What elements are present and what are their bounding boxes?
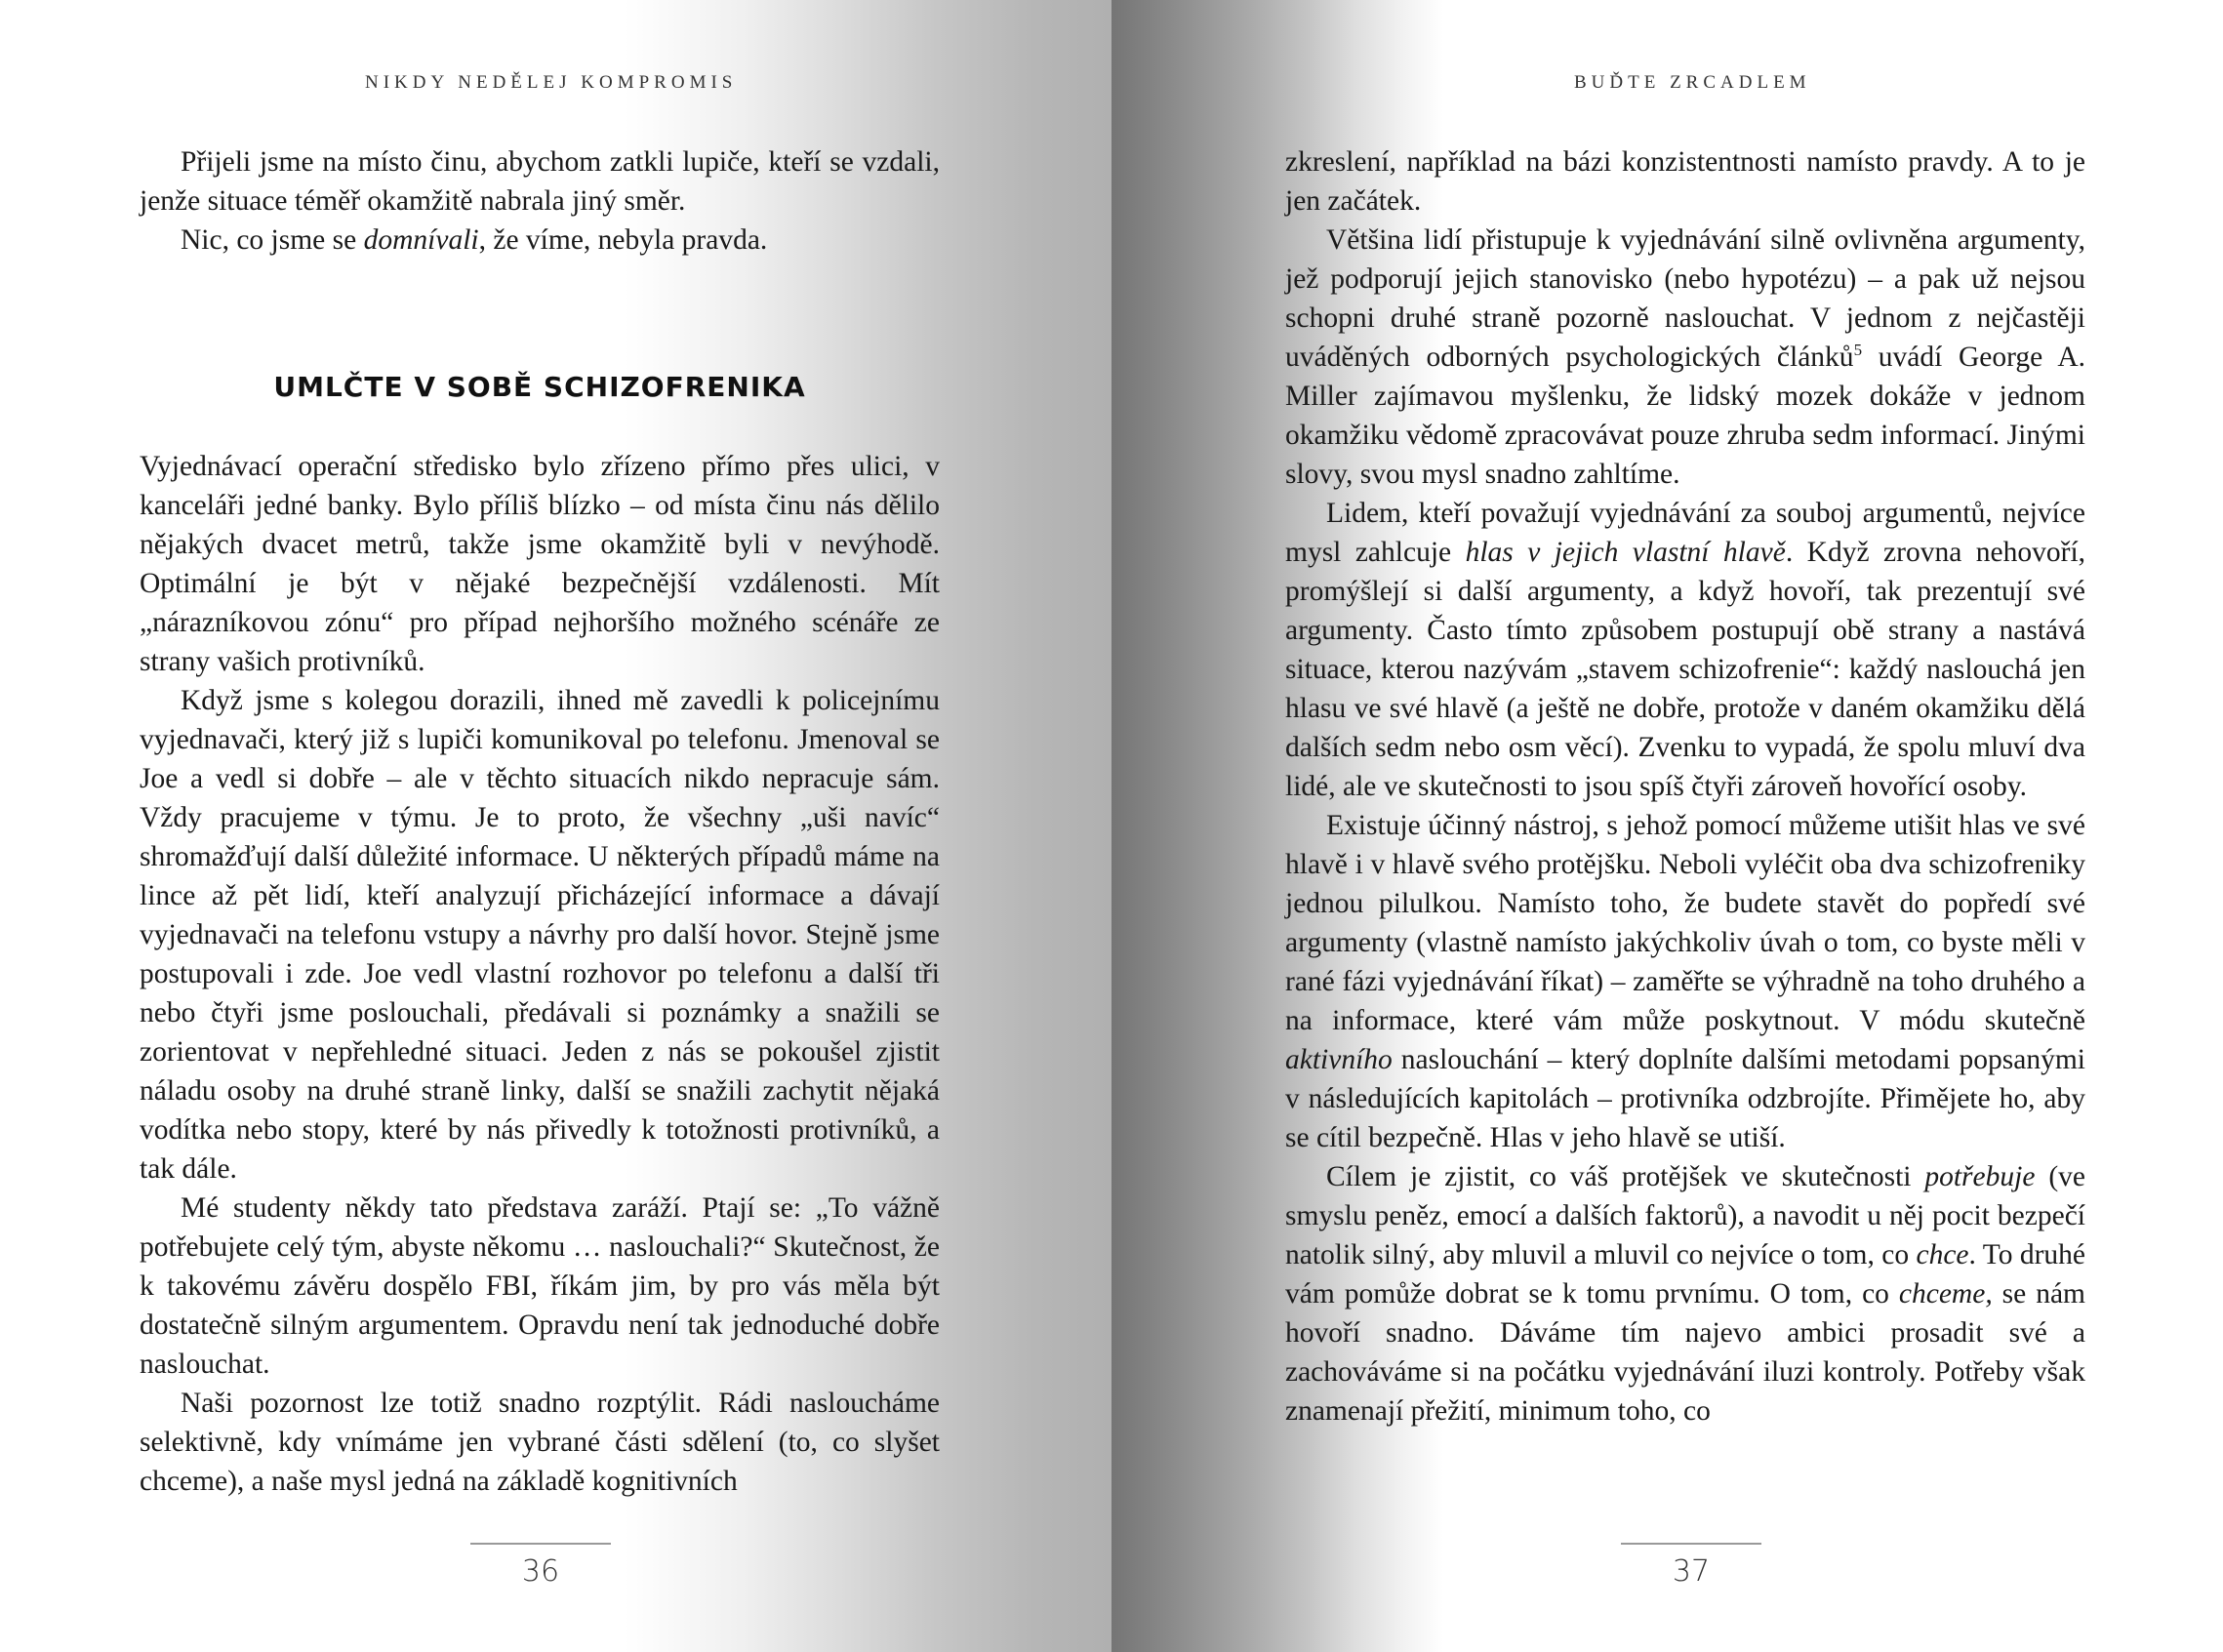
- text-run: Cílem je zjistit, co váš protějšek ve skutečnosti: [1326, 1161, 1925, 1192]
- text-run: (ve smyslu peněz, emocí a dalších faktorů), a navodit u něj pocit bezpečí natolik silný, aby mluvil a mluvil co nejvíce o tom, co: [1285, 1161, 2085, 1270]
- folio-rule: [1621, 1543, 1761, 1545]
- intro-text: [140, 142, 940, 260]
- emphasis-text: chce: [1916, 1239, 1969, 1270]
- text-run: se nám hovoří snadno. Dáváme tím najevo ambici prosadit své a zachováváme si na počátku vyjednávání iluzi kontroly. Potřeby však znamenají přežití, minimum toho, co: [1285, 1278, 2085, 1427]
- section-heading: UMLČTE V SOBĚ SCHIZOFRENIKA: [273, 371, 806, 403]
- body-text-left: [140, 447, 940, 1501]
- text-run: Když jsme s kolegou dorazili, ihned mě zavedli k policejnímu vyjednavači, který již s lupiči komunikoval po telefonu. Jmenoval se Joe a vedl si dobře – ale v těchto situacích nikdo nepracuje sám. Vždy pracujeme v týmu. Je to proto, že všechny „uši navíc“ shromažďují další důležité informace. U některých případů máme na lince až pět lidí, kteří analyzují přicházející informace a dávají vyjednavači na telefonu vstupy a návrhy pro další hovor. Stejně jsme postupovali i zde. Joe vedl vlastní rozhovor po telefonu a další tři nebo čtyři jsme poslouchali, předávali si poznámky a snažili se zorientovat v nepřehledné situaci. Jeden z nás se pokoušel zjistit náladu osoby na druhé straně linky, další se snažili zachytit nějaká vodítka nebo stopy, které by nás přivedly k totožnosti protivníků, a tak dále.: [140, 685, 940, 1185]
- text-run: Přijeli jsme na místo činu, abychom zatkli lupiče, kteří se vzdali, jenže situace téměř okamžitě nabrala jiný směr.: [140, 146, 940, 217]
- page-number-right: 37: [1672, 1554, 1711, 1589]
- paragraph: [1285, 494, 2085, 806]
- text-run: Vyjednávací operační středisko bylo zřízeno přímo přes ulici, v kanceláři jedné banky. Bylo příliš blízko – od místa činu nás dělilo nějakých dvacet metrů, takže jsme okamžitě byli v nevýhodě. Optimální je být v nějaké bezpečnější vzdálenosti. Mít „nárazníkovou zónu“ pro případ nejhoršího možného scénáře ze strany vašich protivníků.: [140, 451, 940, 677]
- text-run: zkreslení, například na bázi konzistentnosti namísto pravdy. A to je jen začátek.: [1285, 146, 2085, 217]
- running-head-left: NIKDY NEDĚLEJ KOMPROMIS: [365, 72, 738, 93]
- emphasis-text: aktivního: [1285, 1044, 1393, 1075]
- footnote-ref: 5: [1853, 341, 1863, 360]
- text-run: Lidem, kteří považují vyjednávání za souboj argumentů, nejvíce mysl zahlcuje: [1285, 498, 2085, 568]
- paragraph: [140, 1384, 940, 1501]
- emphasis-text: chceme,: [1898, 1278, 1993, 1310]
- text-run: Nic, co jsme se: [181, 224, 364, 256]
- paragraph: [140, 681, 940, 1189]
- text-run: Mé studenty někdy tato představa zaráží. Ptají se: „To vážně potřebujete celý tým, abyste někomu … naslouchali?“ Skutečnost, že k takovému závěru dospělo FBI, říkám jim, by pro vás měla být dostatečně silným argumentem. Opravdu není tak jednoduché dobře naslouchat.: [140, 1192, 940, 1380]
- paragraph: [1285, 806, 2085, 1157]
- paragraph: [1285, 1157, 2085, 1430]
- paragraph: [140, 142, 940, 221]
- text-run: Většina lidí přistupuje k vyjednávání silně ovlivněna argumenty, jež podporují jejich stanovisko (nebo hypotézu) – a pak už nejsou schopni druhé straně pozorně naslouchat. V jednom z nejčastěji uváděných odborných psychologických článků: [1285, 224, 2085, 373]
- text-run: Existuje účinný nástroj, s jehož pomocí můžeme utišit hlas ve své hlavě i v hlavě svého protějšku. Neboli vyléčit oba dva schizofreniky jednou pilulkou. Namísto toho, že budete stavět do popředí své argumenty (vlastně namísto jakýchkoliv úvah o tom, co byste měli v rané fázi vyjednávání říkat) – zaměřte se výhradně na toho druhého a na informace, které vám může poskytnout. V módu skutečně: [1285, 810, 2085, 1036]
- text-run: . To druhé vám pomůže dobrat se k tomu prvnímu. O tom, co: [1285, 1239, 2085, 1310]
- folio-right: [1618, 1543, 1764, 1589]
- emphasis-text: potřebuje: [1924, 1161, 2036, 1192]
- emphasis-text: domnívali: [363, 224, 479, 256]
- paragraph: [140, 447, 940, 681]
- text-run: uvádí George A. Miller zajímavou myšlenku, že lidský mozek dokáže v jednom okamžiku vědomě zpracovávat pouze zhruba sedm informací. Jinými slovy, svou mysl snadno zahltíme.: [1285, 342, 2086, 490]
- paragraph: [1285, 142, 2085, 221]
- text-run: naslouchání – který doplníte dalšími metodami popsanými v následujících kapitolách – protivníka odzbrojíte. Přimějete ho, aby se cítil bezpečně. Hlas v jeho hlavě se utiší.: [1285, 1044, 2085, 1153]
- body-text-right: [1285, 142, 2085, 1430]
- text-run: . Když zrovna nehovoří, promýšlejí si další argumenty, a když hovoří, tak prezentují své argumenty. Často tímto způsobem postupují obě strany a nastává situace, kterou nazývám „stavem schizofrenie“: každý naslouchá jen hlasu ve své hlavě (a ještě ne dobře, protože v daném okamžiku dělá dalších sedm nebo osm věcí). Zvenku to vypadá, že spolu mluví dva lidé, ale ve skutečnosti to jsou spíš čtyři zároveň hovořící osoby.: [1285, 537, 2086, 802]
- running-head-right: BUĎTE ZRCADLEM: [1574, 72, 1811, 93]
- right-page: [1112, 0, 2223, 1652]
- paragraph: [140, 1189, 940, 1384]
- paragraph: [140, 221, 940, 260]
- emphasis-text: hlas v jejich vlastní hlavě: [1465, 537, 1786, 568]
- page-number-left: 36: [521, 1554, 560, 1589]
- folio-left: [467, 1543, 614, 1589]
- text-run: , že víme, nebyla pravda.: [478, 224, 768, 256]
- folio-rule: [470, 1543, 611, 1545]
- text-run: Naši pozornost lze totiž snadno rozptýlit. Rádi nasloucháme selektivně, kdy vnímáme jen vybrané části sdělení (to, co slyšet chceme), a naše mysl jedná na základě kognitivních: [140, 1388, 940, 1497]
- paragraph: [1285, 221, 2085, 494]
